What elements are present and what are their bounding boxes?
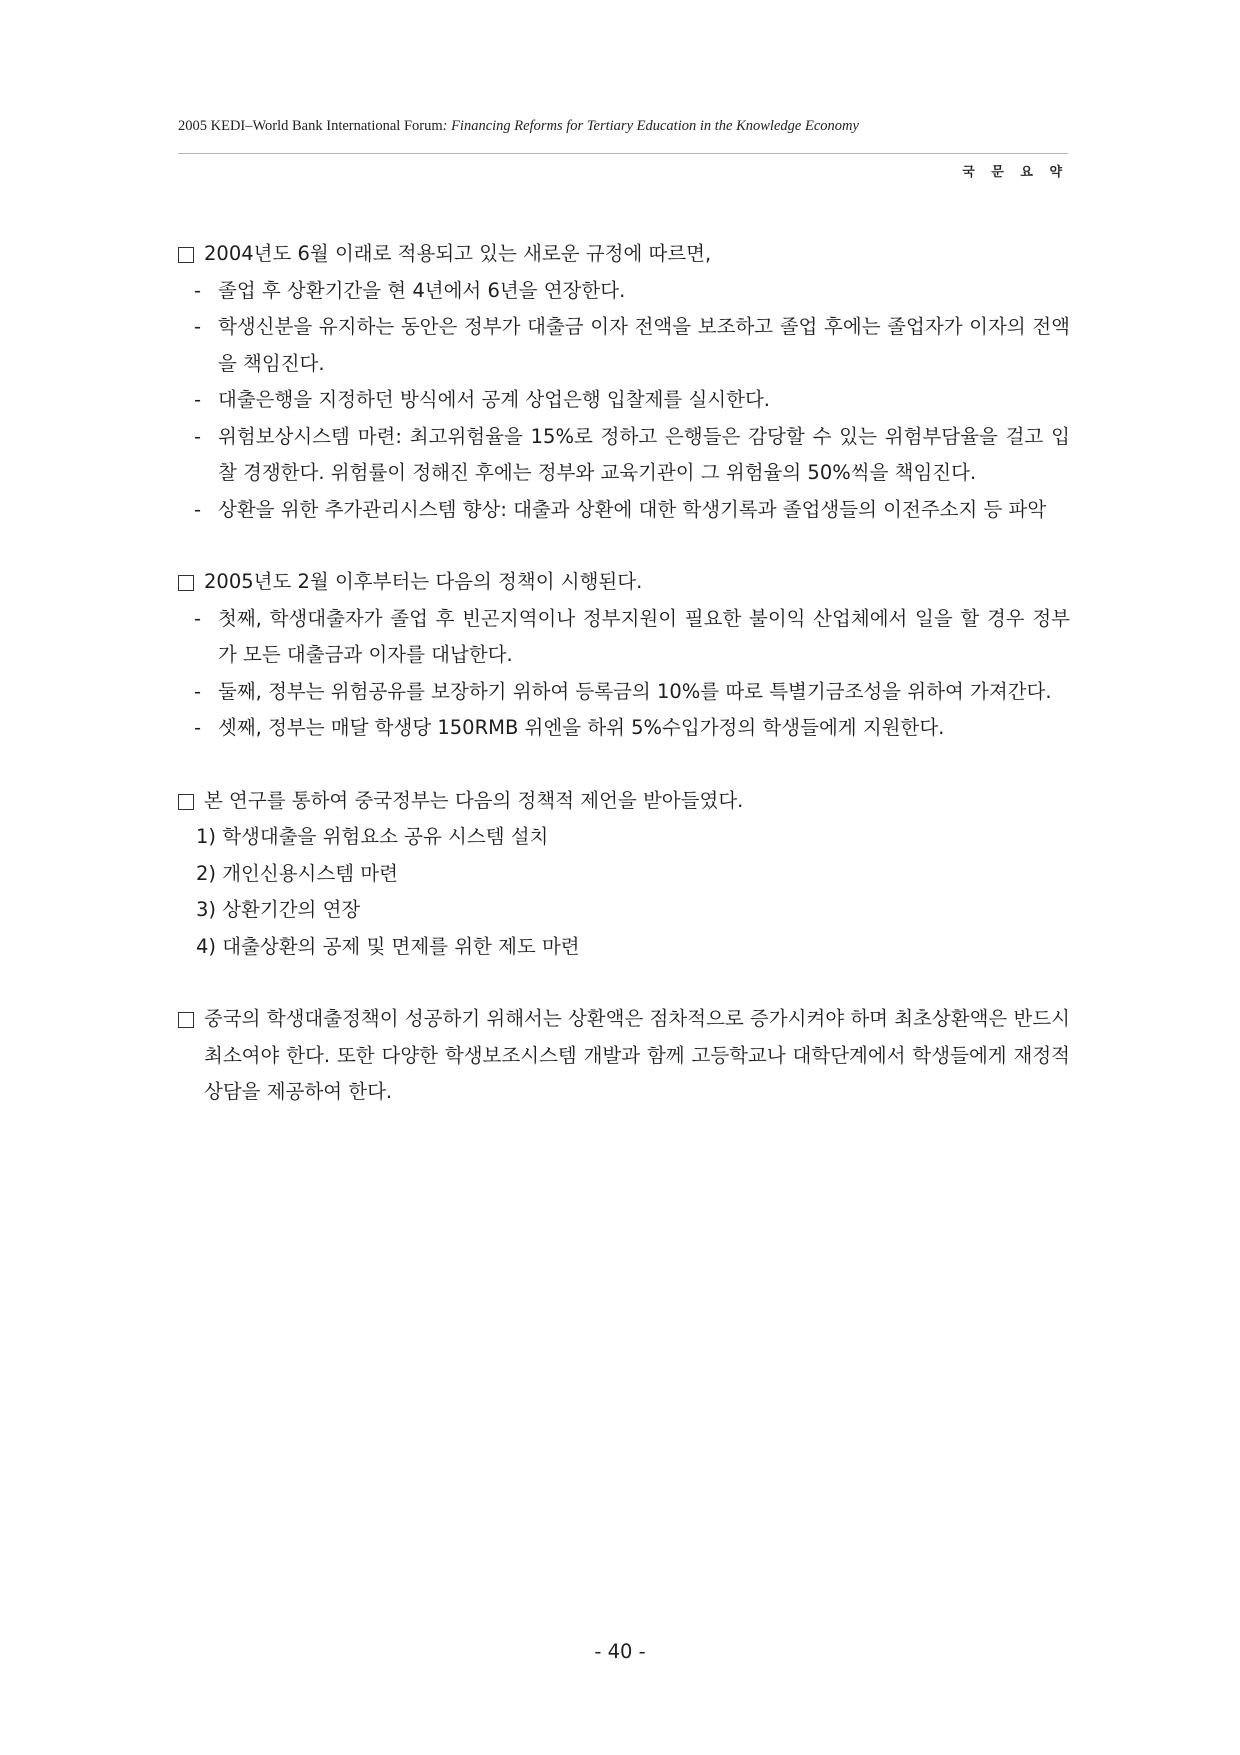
list-item-text: 상환을 위한 추가관리시스템 향상: 대출과 상환에 대한 학생기록과 졸업생들의 이전주소지 등 파악 [218,497,1047,521]
section-heading [178,1001,1070,1111]
header-divider [178,153,1068,154]
checkbox-bullet-icon [178,794,194,810]
dash-bullet-icon: - [194,606,202,630]
dash-bullet-icon: - [194,424,202,448]
checkbox-bullet-icon [178,247,194,263]
section-new-regulations [178,236,1070,528]
list-item-text: 첫째, 학생대출자가 졸업 후 빈곤지역이나 정부지원이 필요한 불이익 산업체에서 일을 할 경우 정부가 모든 대출금과 이자를 대납한다. [218,606,1070,666]
running-header [178,118,1068,135]
list-item [178,419,1070,492]
list-item [178,273,1070,310]
list-item-text: 졸업 후 상환기간을 현 4년에서 6년을 연장한다. [218,278,626,302]
list-item-text: 셋째, 정부는 매달 학생당 150RMB 위엔을 하위 5%수입가정의 학생들에게 지원한다. [218,716,945,739]
numbered-item: 3) 상환기간의 연장 [196,898,361,921]
checkbox-bullet-icon [178,575,194,591]
section-heading-text: 중국의 학생대출정책이 성공하기 위해서는 상환액은 점차적으로 증가시켜야 하며 최초상환액은 반드시 최소여야 한다. 또한 다양한 학생보조시스템 개발과 함께 고등학교나 대학단계에서 학생들에게 재정적 상담을 제공하여 한다. [204,1007,1070,1103]
dash-bullet-icon: - [194,278,202,302]
header-subtitle: : Financing Reforms for Tertiary Education in the Knowledge Economy [442,118,859,134]
dash-bullet-icon: - [194,716,202,739]
list-item [178,382,1070,419]
numbered-item: 1) 학생대출을 위험요소 공유 시스템 설치 [196,825,549,848]
section-heading [178,783,1070,820]
numbered-item: 2) 개인신용시스템 마련 [196,861,398,885]
list-item-text: 학생신분을 유지하는 동안은 정부가 대출금 이자 전액을 보조하고 졸업 후에는 졸업자가 이자의 전액을 책임진다. [218,315,1070,375]
document-body [178,236,1070,1111]
section-heading [178,564,1070,601]
list-item [178,710,1070,747]
list-item [178,492,1070,529]
list-item [178,601,1070,674]
list-item [178,309,1070,382]
list-item [178,674,1070,711]
dash-bullet-icon: - [194,497,202,521]
section-policy-recommendations [178,783,1070,966]
section-heading [178,236,1070,273]
section-tag: 국 문 요 약 [962,165,1068,180]
section-heading-text: 본 연구를 통하여 중국정부는 다음의 정책적 제언을 받아들였다. [204,788,744,812]
dash-bullet-icon: - [194,679,202,703]
section-conclusion [178,1001,1070,1111]
dash-bullet-icon: - [194,315,202,338]
list-item-text: 둘째, 정부는 위험공유를 보장하기 위하여 등록금의 10%를 따로 특별기금조성을 위하여 가져간다. [218,679,1052,703]
header-title: 2005 KEDI–World Bank International Forum [178,118,443,134]
section-heading-text: 2004년도 6월 이래로 적용되고 있는 새로운 규정에 따르면, [204,242,712,265]
section-2005-policies [178,564,1070,747]
list-item-text: 위험보상시스템 마련: 최고위험율을 15%로 정하고 은행들은 감당할 수 있는 위험부담율을 걸고 입찰 경쟁한다. 위험률이 정해진 후에는 정부와 교육기관이 그 위험율의 50%씩을 책임진다. [218,424,1070,484]
dash-bullet-icon: - [194,388,202,411]
checkbox-bullet-icon [178,1012,194,1028]
list-item-text: 대출은행을 지정하던 방식에서 공계 상업은행 입찰제를 실시한다. [218,388,770,411]
page-number: - 40 - [594,1640,646,1663]
numbered-item: 4) 대출상환의 공제 및 면제를 위한 제도 마련 [196,934,580,958]
section-heading-text: 2005년도 2월 이후부터는 다음의 정책이 시행된다. [204,570,643,593]
